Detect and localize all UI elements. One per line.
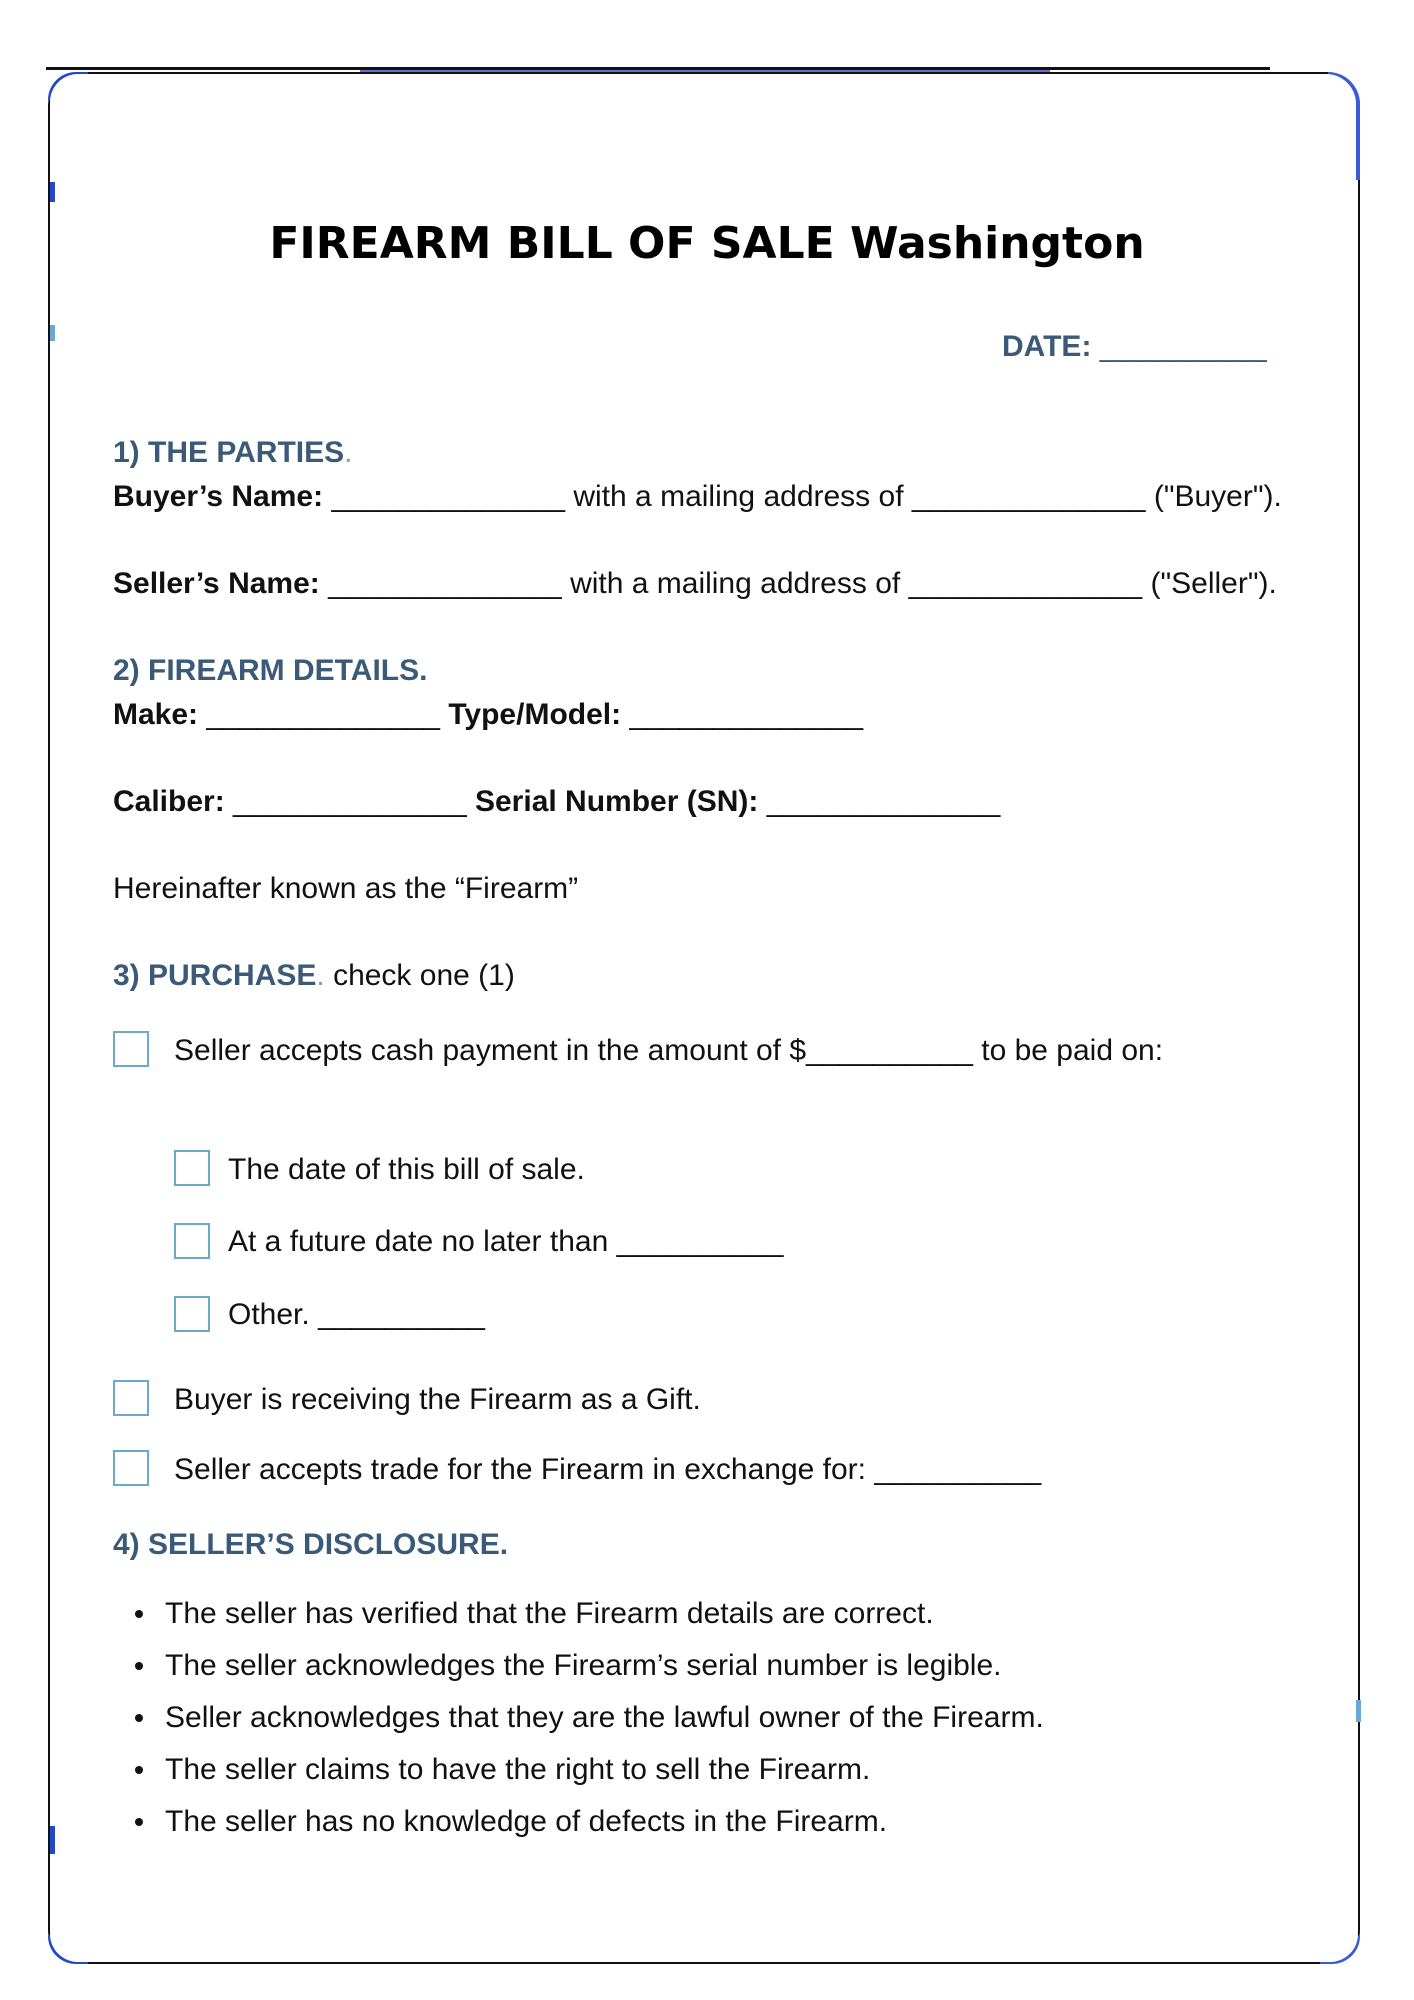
cash-text-after: to be paid on:: [981, 1034, 1164, 1067]
date-field[interactable]: [1002, 330, 1267, 364]
serial-blank[interactable]: ______________: [766, 785, 1001, 818]
buyer-address-text: with a mailing address of: [573, 480, 904, 513]
pay-today-checkbox[interactable]: [174, 1150, 210, 1186]
frame-side-tick: [50, 325, 55, 341]
frame-corner-top-right-inner: [1326, 74, 1356, 184]
disclosure-item: The seller has no knowledge of defects in the Firearm.: [165, 1796, 1044, 1848]
section-heading-disclosure: 4) SELLER’S DISCLOSURE.: [113, 1528, 509, 1561]
section-heading-text: 3) PURCHASE: [113, 959, 317, 992]
disclosure-item: The seller acknowledges the Firearm’s serial number is legible.: [165, 1640, 1044, 1692]
make-label: Make:: [113, 698, 199, 731]
buyer-line: [113, 480, 1282, 514]
purchase-note: check one (1): [333, 959, 515, 992]
trade-label: Seller accepts trade for the Firearm in exchange for:: [174, 1453, 866, 1486]
buyer-name-blank[interactable]: ______________: [331, 480, 566, 513]
gift-checkbox[interactable]: [113, 1380, 149, 1416]
caliber-serial-line: [113, 785, 1000, 819]
cash-amount-blank[interactable]: __________: [806, 1034, 973, 1067]
make-model-line: [113, 698, 863, 732]
model-blank[interactable]: ______________: [629, 698, 864, 731]
seller-line: [113, 567, 1277, 601]
section-heading-text: 1) THE PARTIES: [113, 436, 345, 469]
caliber-blank[interactable]: ______________: [233, 785, 467, 818]
pay-future-blank[interactable]: __________: [616, 1225, 784, 1258]
frame-corner-bottom-right-inner: [1318, 1934, 1358, 1962]
caliber-label: Caliber:: [113, 785, 225, 818]
cash-text-before: Seller accepts cash payment in the amount of $: [174, 1034, 807, 1067]
pay-future-checkbox[interactable]: [174, 1223, 210, 1259]
frame-side-tick: [50, 1826, 55, 1854]
buyer-address-blank[interactable]: ______________: [911, 480, 1146, 513]
model-label: Type/Model:: [448, 698, 622, 731]
serial-label: Serial Number (SN):: [474, 785, 759, 818]
date-blank[interactable]: __________: [1099, 330, 1267, 363]
pay-other-label: Other.: [228, 1298, 310, 1331]
gift-text: Buyer is receiving the Firearm as a Gift.: [174, 1383, 701, 1416]
trade-blank[interactable]: __________: [874, 1453, 1042, 1486]
buyer-suffix: ("Buyer").: [1153, 480, 1282, 513]
pay-other-checkbox[interactable]: [174, 1296, 210, 1332]
heading-period: .: [344, 436, 353, 469]
frame-corner-bottom-left-inner: [50, 1934, 90, 1962]
section-heading-purchase: [113, 959, 515, 993]
heading-period: .: [316, 959, 325, 992]
section-heading-firearm: 2) FIREARM DETAILS.: [113, 654, 428, 687]
disclosure-item: The seller has verified that the Firearm details are correct.: [165, 1588, 1044, 1640]
frame-corner-top-left-inner: [50, 74, 90, 102]
pay-other-blank[interactable]: __________: [318, 1298, 485, 1331]
frame-side-tick: [1356, 1700, 1361, 1722]
document-title: FIREARM BILL OF SALE Washington: [269, 218, 1145, 269]
trade-checkbox[interactable]: [113, 1450, 149, 1486]
trade-text: [174, 1453, 1041, 1487]
pay-future-text: [228, 1225, 783, 1259]
seller-suffix: ("Seller").: [1150, 567, 1277, 600]
buyer-name-label: Buyer’s Name:: [113, 480, 324, 513]
disclosure-item: Seller acknowledges that they are the lawful owner of the Firearm.: [165, 1692, 1044, 1744]
seller-address-text: with a mailing address of: [570, 567, 901, 600]
pay-today-text: The date of this bill of sale.: [228, 1153, 585, 1186]
disclosure-list: [165, 1588, 1044, 1848]
pay-other-text: [228, 1298, 485, 1332]
seller-address-blank[interactable]: ______________: [908, 567, 1143, 600]
disclosure-item: The seller claims to have the right to sell the Firearm.: [165, 1744, 1044, 1796]
cash-payment-checkbox[interactable]: [113, 1031, 149, 1067]
make-blank[interactable]: ______________: [206, 698, 440, 731]
seller-name-blank[interactable]: ______________: [328, 567, 562, 600]
frame-side-tick: [50, 182, 55, 202]
section-heading-parties: [113, 436, 352, 470]
cash-payment-text: [174, 1034, 1163, 1068]
pay-future-label: At a future date no later than: [228, 1225, 609, 1258]
hereinafter-text: Hereinafter known as the “Firearm”: [113, 872, 579, 905]
seller-name-label: Seller’s Name:: [113, 567, 320, 600]
date-label: DATE:: [1002, 330, 1092, 363]
